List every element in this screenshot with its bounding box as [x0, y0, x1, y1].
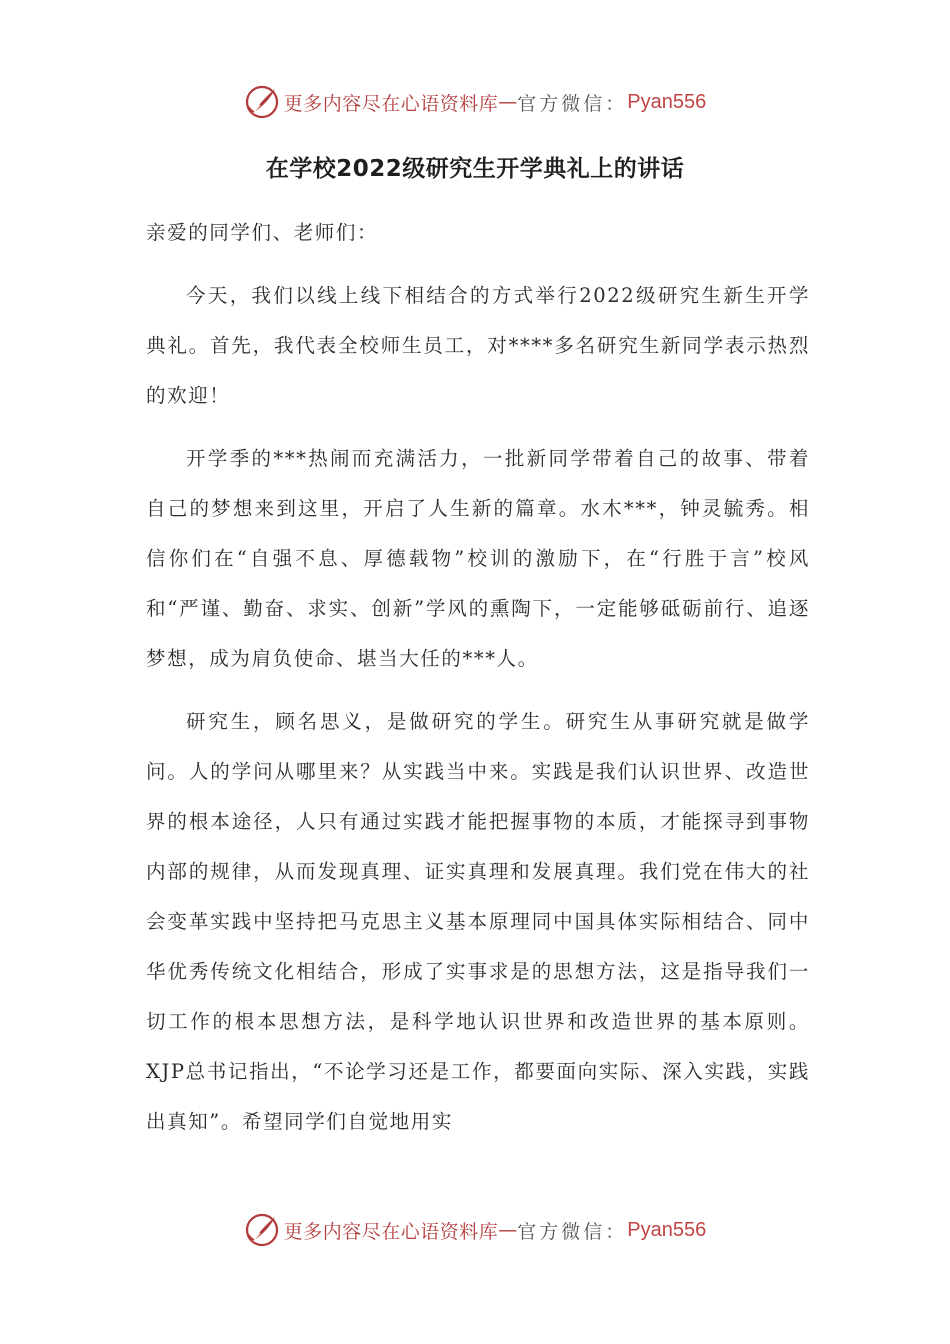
footer-wechat-id: Pyan556: [627, 1218, 707, 1241]
footer-banner-separator: —: [498, 1219, 518, 1241]
quill-logo-icon: [244, 84, 280, 120]
document-title: 在学校2022级研究生开学典礼上的讲话: [265, 156, 685, 182]
footer-banner: [0, 1210, 950, 1250]
header-banner-separator: —: [498, 91, 518, 113]
quill-logo-icon: [244, 1212, 280, 1248]
footer-banner-text: 更多内容尽在心语资料库: [283, 1220, 499, 1243]
paragraph-2: 开学季的***热闹而充满活力，一批新同学带着自己的故事、带着自己的梦想来到这里，开启了人生新的篇章。水木***，钟灵毓秀。相信你们在“自强不息、厚德载物”校训的激励下，在“行胜于言”校风和“严谨、勤奋、求实、创新”学风的熏陶下，一定能够砥砺前行、追逐梦想，成为肩负使命、堪当大任的***人。: [146, 447, 810, 670]
paragraph-3: 研究生，顾名思义，是做研究的学生。研究生从事研究就是做学问。人的学问从哪里来？从实践当中来。实践是我们认识世界、改造世界的根本途径，人只有通过实践才能把握事物的本质，才能探寻到事物内部的规律，从而发现真理、证实真理和发展真理。我们党在伟大的社会变革实践中坚持把马克思主义基本原理同中国具体实际相结合、同中华优秀传统文化相结合，形成了实事求是的思想方法，这是指导我们一切工作的根本思想方法，是科学地认识世界和改造世界的基本原则。XJP总书记指出，“不论学习还是工作，都要面向实际、深入实践，实践出真知”。希望同学们自觉地用实: [146, 710, 810, 1133]
header-wechat-id: Pyan556: [627, 90, 707, 113]
salutation: 亲爱的同学们、老师们：: [146, 221, 379, 244]
header-wechat-label: 官方微信：: [517, 92, 628, 115]
paragraph-1: 今天，我们以线上线下相结合的方式举行2022级研究生新生开学典礼。首先，我代表全校师生员工，对****多名研究生新同学表示热烈的欢迎！: [146, 284, 810, 407]
header-banner: [0, 82, 950, 122]
header-banner-text: 更多内容尽在心语资料库: [283, 92, 499, 115]
document-body: [146, 208, 810, 1160]
footer-wechat-label: 官方微信：: [517, 1220, 628, 1243]
